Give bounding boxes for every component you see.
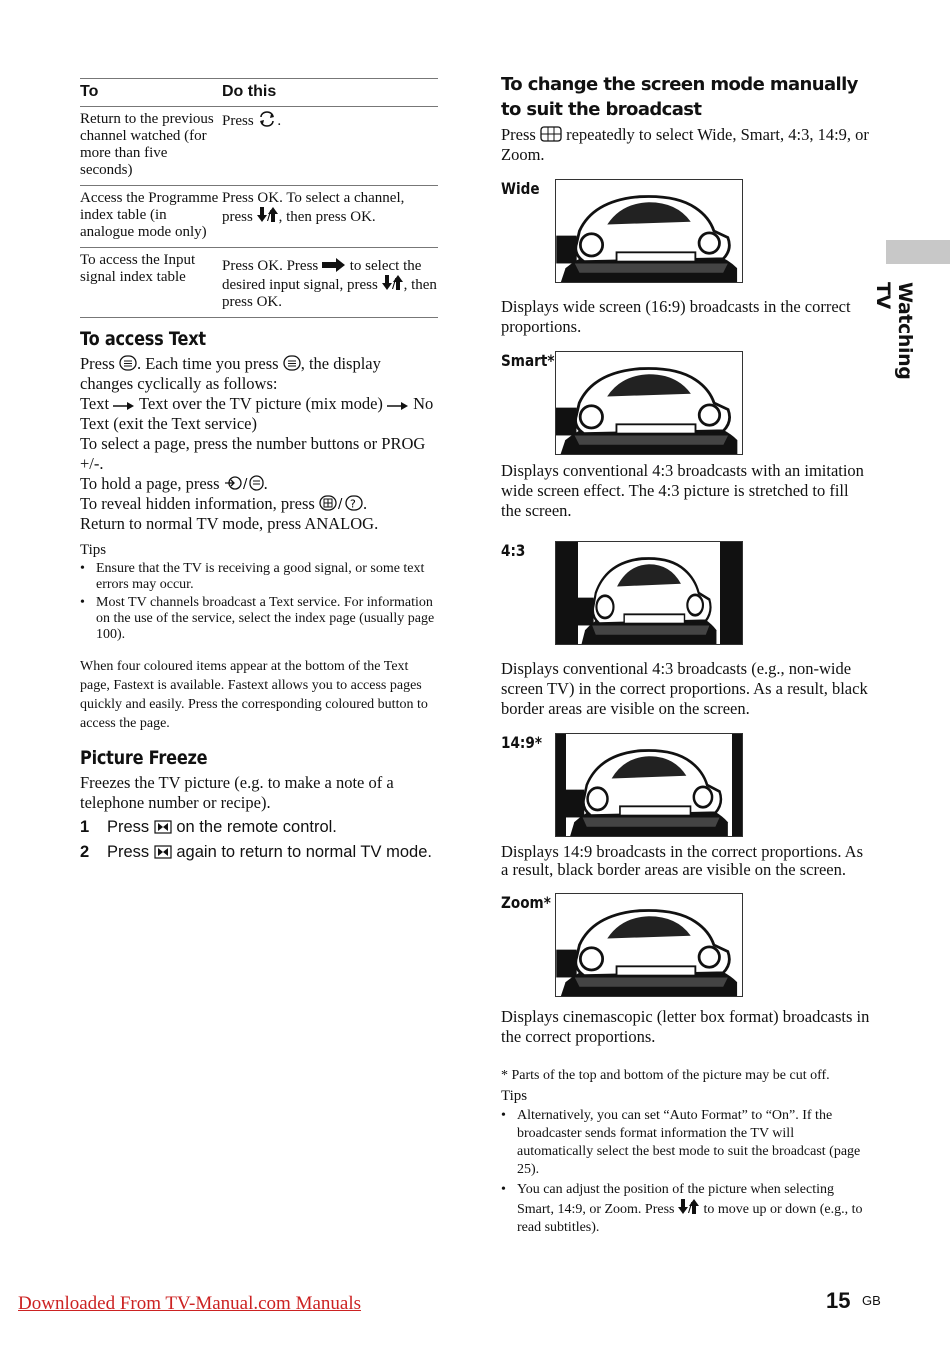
text-p6: Return to normal TV mode, press ANALOG.: [80, 514, 379, 533]
mode-desc: Displays cinemascopic (letter box format) broadcasts in the correct proportions.: [501, 1007, 870, 1046]
footnote: * Parts of the top and bottom of the picture may be cut off.: [501, 1068, 830, 1083]
page-number: 15: [826, 1288, 851, 1313]
mode-zoom: [501, 893, 871, 1007]
text-p4: To hold a page, press / .: [80, 474, 268, 493]
down-up-arrows-icon: [257, 207, 279, 223]
page-suffix: GB: [862, 1293, 881, 1308]
reveal-icon: [319, 495, 363, 511]
mode-label: 14:9*: [501, 733, 542, 752]
mode-desc: Displays conventional 4:3 broadcasts with an imitation wide screen effect. The 4:3 picture is stretched to fill the screen.: [501, 461, 864, 520]
mode-label: Smart*: [501, 351, 555, 370]
table-row: [80, 248, 438, 318]
text-button-icon: [119, 355, 137, 371]
table-header-do: Do this: [222, 79, 438, 107]
mode-label: Wide: [501, 179, 540, 198]
mode-smart: [501, 351, 871, 461]
mode-desc: Displays wide screen (16:9) broadcasts in the correct proportions.: [501, 297, 851, 336]
step-item: 2 Press again to return to normal TV mode.: [80, 843, 432, 861]
car-image-smart: [555, 351, 743, 455]
cell-text-end: .: [277, 113, 282, 129]
step-item: 1 Press on the remote control.: [80, 818, 337, 836]
screen-mode-intro: Press repeatedly to select Wide, Smart, 4:3, 14:9, or Zoom.: [501, 125, 869, 164]
freeze-icon: [154, 845, 172, 859]
fastext-paragraph: When four coloured items appear at the bottom of the Text page, Fastext is available. Fastext allows you to access pages quickly and easily. Press the corresponding coloured button to access the page.: [80, 659, 428, 731]
table-row: [80, 186, 438, 248]
mode-wide: [501, 179, 871, 297]
mode-desc: Displays 14:9 broadcasts in the correct proportions. As a result, black border areas are visible on the screen.: [501, 842, 864, 879]
tip-item: • You can adjust the position of the picture when selecting Smart, 14:9, or Zoom. Press / to move up or down (e.g., to read subtitles).: [501, 1181, 871, 1237]
cell-text: Press: [222, 113, 254, 129]
car-image-wide: [555, 179, 743, 283]
wide-mode-icon: [540, 126, 562, 142]
table-cell-do: [222, 248, 438, 318]
down-up-arrows-icon: [382, 275, 404, 291]
table-cell-do: [222, 107, 438, 186]
text-button-icon: [283, 355, 301, 371]
table-header-to: To: [80, 79, 222, 107]
side-tab-marker: [886, 240, 950, 264]
table-cell-to: To access the Input signal index table: [80, 248, 222, 318]
hold-icon: [224, 475, 264, 491]
tips-heading: Tips: [80, 542, 107, 558]
tip-item: • Alternatively, you can set “Auto Format” to “On”. If the broadcaster sends format information the TV will automatically select the best mode to suit the broadcast (page 25).: [501, 1107, 871, 1179]
tips-heading: Tips: [501, 1088, 528, 1104]
cell-text: Press OK. To select a channel, press: [222, 190, 405, 225]
tip-item: • Ensure that the TV is receiving a good signal, or some text errors may occur.: [80, 561, 438, 593]
car-image-zoom: [555, 893, 743, 997]
cell-text-end: , then press OK.: [278, 209, 376, 225]
arrow-icon: [387, 401, 409, 411]
svg-text:/: /: [337, 497, 343, 511]
mode-4-3: [501, 541, 871, 659]
table-cell-do: [222, 186, 438, 248]
mode-label: Zoom*: [501, 893, 551, 912]
arrow-icon: [113, 401, 135, 411]
freeze-icon: [154, 820, 172, 834]
left-column: [80, 78, 438, 865]
cell-text: Press OK. Press: [222, 258, 319, 274]
mode-label: 4:3: [501, 541, 526, 560]
table-row: [80, 107, 438, 186]
down-up-arrows-icon: [678, 1199, 700, 1215]
car-image-14-9: [555, 733, 743, 837]
download-source-link[interactable]: Downloaded From TV-Manual.com Manuals: [18, 1293, 362, 1314]
svg-text:/: /: [391, 277, 396, 291]
side-tab-label: Watching TV: [872, 282, 916, 380]
tip-item: • Most TV channels broadcast a Text service. For information on the use of the service, select the index page (usually page 100).: [80, 595, 438, 643]
section-title-freeze: Picture Freeze: [80, 747, 208, 769]
right-column: [501, 72, 871, 1239]
svg-text:/: /: [266, 209, 271, 223]
freeze-desc: Freezes the TV picture (e.g. to make a note of a telephone number or recipe).: [80, 773, 394, 812]
tips-list: [80, 561, 438, 643]
text-p1: Press . Each time you press , the display changes cyclically as follows:: [80, 354, 381, 393]
svg-text:/: /: [242, 477, 248, 491]
svg-text:?: ?: [349, 497, 356, 511]
car-image-4-3: [555, 541, 743, 645]
text-p3: To select a page, press the number buttons or PROG +/-.: [80, 434, 426, 473]
mode-desc: Displays conventional 4:3 broadcasts (e.g., non-wide screen TV) in the correct proportions. As a result, black border areas are visible on the screen.: [501, 659, 868, 718]
tips-list: [501, 1107, 871, 1237]
table-cell-to: Access the Programme index table (in analogue mode only): [80, 186, 222, 248]
section-title-screen-mode: To change the screen mode manually to suit the broadcast: [501, 74, 858, 120]
operations-table: [80, 78, 438, 318]
text-p5: To reveal hidden information, press / ? .: [80, 494, 368, 513]
section-title-text: To access Text: [80, 328, 206, 350]
table-cell-to: Return to the previous channel watched (for more than five seconds): [80, 107, 222, 186]
cell-text-mid: to select the desired input signal, press: [222, 258, 422, 293]
cell-text-end: , then press OK.: [222, 277, 437, 310]
mode-14-9: [501, 733, 871, 843]
jump-icon: [257, 111, 277, 127]
right-arrow-icon: [322, 258, 346, 272]
text-p2: Text Text over the TV picture (mix mode) No Text (exit the Text service): [80, 394, 434, 433]
svg-text:/: /: [688, 1201, 693, 1215]
